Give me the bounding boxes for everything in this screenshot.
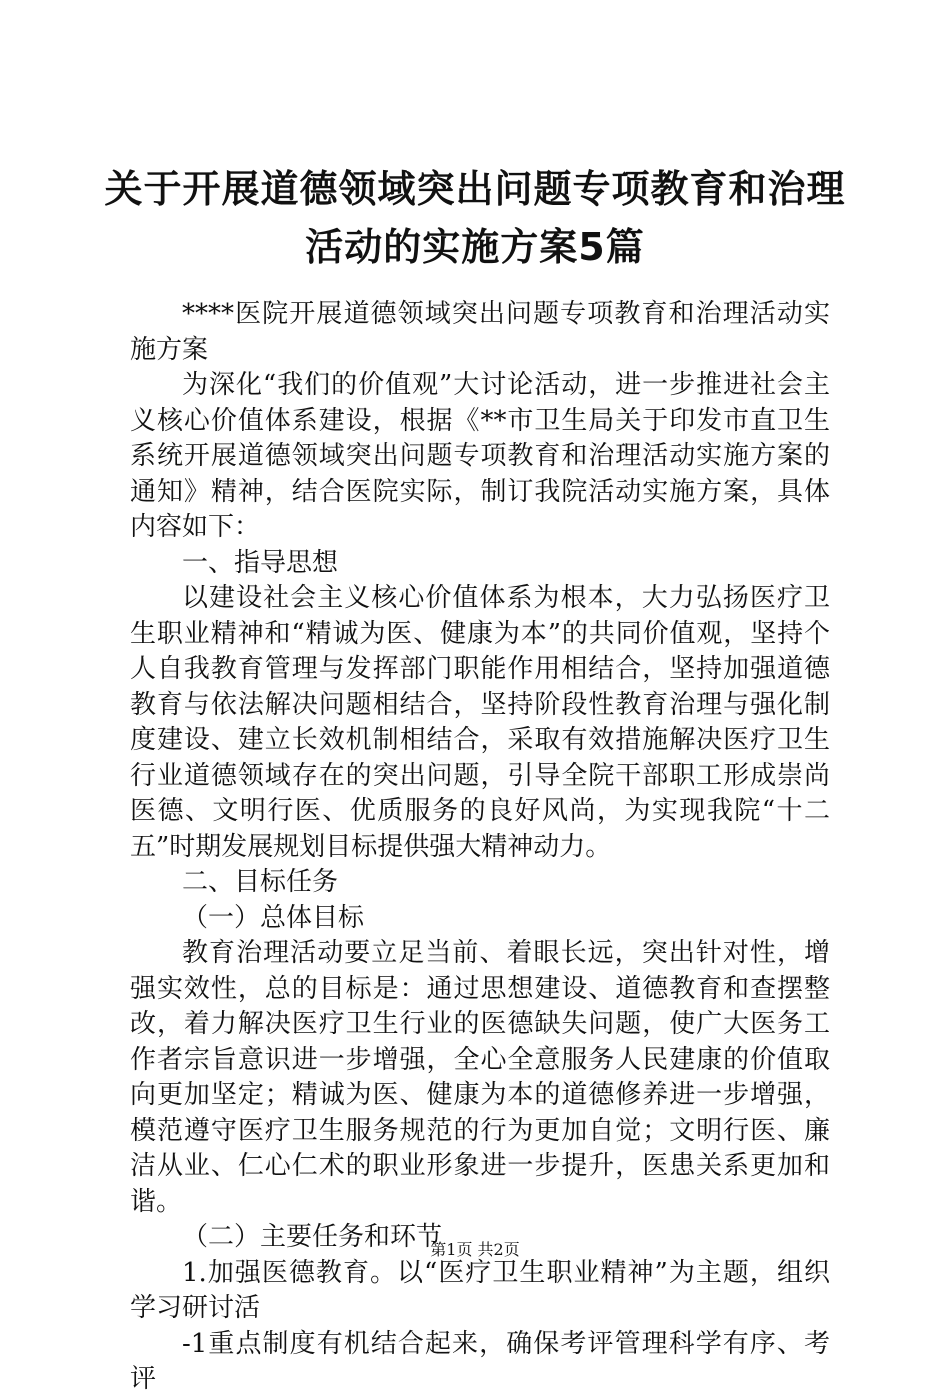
paragraph: 1.加强医德教育。以“医疗卫生职业精神”为主题，组织学习研讨活 — [130, 1257, 830, 1323]
paragraph: 教育治理活动要立足当前、着眼长远，突出针对性，增强实效性，总的目标是：通过思想建设、道德教育和查摆整改，着力解决医疗卫生行业的医德缺失问题，使广大医务工作者宗旨意识进一步增强，全心全意服务人民建康的价值取向更加坚定；精诚为医、健康为本的道德修养进一步增强，模范遵守医疗卫生服务规范的行为更加自觉；文明行医、廉洁从业、仁心仁术的职业形象进一步提升，医患关系更加和谐。 — [130, 938, 830, 1217]
subsection-heading: （二）主要任务和环节 — [182, 1222, 443, 1252]
paragraph: -1重点制度有机结合起来，确保考评管理科学有序、考评 — [130, 1328, 830, 1394]
page-number: 第1页 共2页 — [430, 1240, 520, 1259]
document-body — [130, 297, 830, 1398]
document-title: 关于开展道德领域突出问题专项教育和治理活动的实施方案5篇 — [104, 167, 846, 269]
paragraph: 为深化“我们的价值观”大讨论活动，进一步推进社会主义核心价值体系建设，根据《**市卫生局关于印发市直卫生系统开展道德领域突出问题专项教育和治理活动实施方案的通知》精神，结合医院实际，制订我院活动实施方案，具体内容如下： — [130, 370, 830, 542]
section-heading: 二、目标任务 — [182, 867, 339, 897]
subsection-heading: （一）总体目标 — [182, 902, 365, 933]
paragraph: 以建设社会主义核心价值体系为根本，大力弘扬医疗卫生职业精神和“精诚为医、健康为本”的共同价值观，坚持个人自我教育管理与发挥部门职能作用相结合，坚持加强道德教育与依法解决问题相结合，坚持阶段性教育治理与强化制度建设、建立长效机制相结合，采取有效措施解决医疗卫生行业道德领域存在的突出问题，引导全院干部职工形成崇尚医德、文明行医、优质服务的良好风尚，为实现我院“十二五”时期发展规划目标提供强大精神动力。 — [130, 583, 830, 862]
paragraph: ****医院开展道德领域突出问题专项教育和治理活动实施方案 — [130, 299, 830, 365]
section-heading: 一、指导思想 — [182, 547, 339, 578]
